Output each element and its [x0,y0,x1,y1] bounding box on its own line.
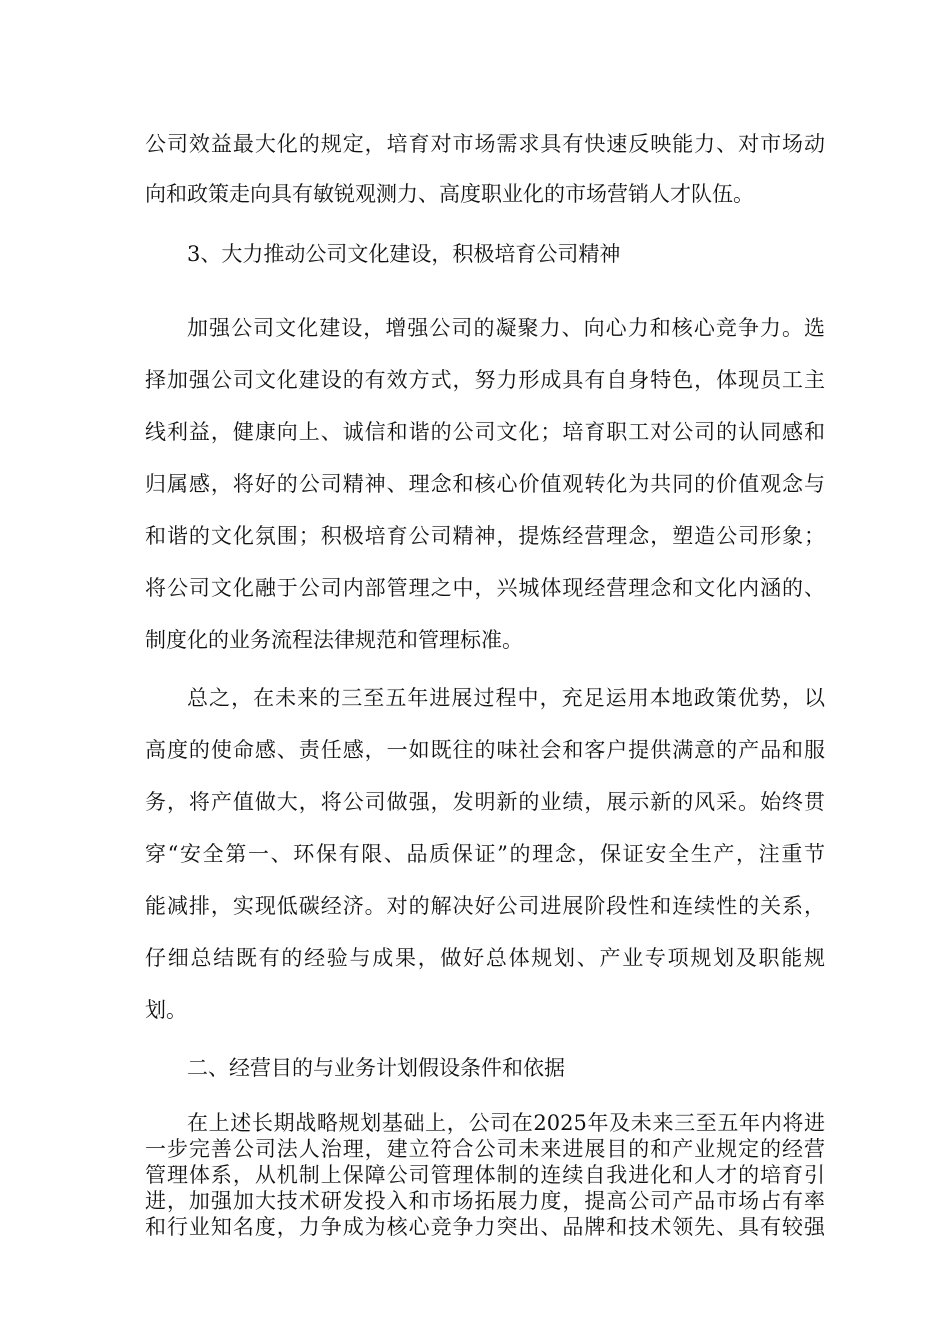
paragraph-line: 和谐的文化氛围；积极培育公司精神，提炼经营理念，塑造公司形象； [145,524,825,548]
paragraph-line: 将公司文化融于公司内部管理之中，兴城体现经营理念和文化内涵的、 [145,576,825,600]
paragraph-line: 总之，在未来的三至五年进展过程中，充足运用本地政策优势，以 [187,686,825,710]
paragraph-line: 和行业知名度，力争成为核心竞争力突出、品牌和技术领先、具有较强 [145,1215,825,1239]
paragraph-line: 归属感，将好的公司精神、理念和核心价值观转化为共同的价值观念与 [145,472,825,496]
paragraph-line: 管理体系，从机制上保障公司管理体制的连续自我进化和人才的培育引 [145,1163,825,1187]
paragraph-line: 划。 [145,998,187,1022]
paragraph-line: 线利益，健康向上、诚信和谐的公司文化；培育职工对公司的认同感和 [145,420,825,444]
paragraph-line: 能减排，实现低碳经济。对的解决好公司进展阶段性和连续性的关系， [145,894,825,918]
paragraph-line: 高度的使命感、责任感，一如既往的味社会和客户提供满意的产品和服 [145,738,825,762]
paragraph-line: 择加强公司文化建设的有效方式，努力形成具有自身特色，体现员工主 [145,368,825,392]
paragraph-line: 加强公司文化建设，增强公司的凝聚力、向心力和核心竞争力。选 [187,316,825,340]
paragraph-line: 穿“安全第一、环保有限、品质保证”的理念，保证安全生产，注重节 [145,842,825,866]
paragraph-line: 在上述长期战略规划基础上，公司在2025年及未来三至五年内将进 [187,1111,825,1135]
paragraph-line: 务，将产值做大，将公司做强，发明新的业绩，展示新的风采。始终贯 [145,790,825,814]
paragraph-line: 公司效益最大化的规定，培育对市场需求具有快速反映能力、对市场动 [145,132,825,156]
section-heading: 二、经营目的与业务计划假设条件和依据 [187,1056,565,1080]
paragraph-line: 制度化的业务流程法律规范和管理标准。 [145,628,523,652]
paragraph-line: 仔细总结既有的经验与成果，做好总体规划、产业专项规划及职能规 [145,946,825,970]
paragraph-line: 一步完善公司法人治理，建立符合公司未来进展目的和产业规定的经营 [145,1137,825,1161]
paragraph-line: 进，加强加大技术研发投入和市场拓展力度，提高公司产品市场占有率 [145,1189,825,1213]
paragraph-line: 向和政策走向具有敏锐观测力、高度职业化的市场营销人才队伍。 [145,182,754,206]
section-heading: 3、大力推动公司文化建设，积极培育公司精神 [187,242,621,266]
